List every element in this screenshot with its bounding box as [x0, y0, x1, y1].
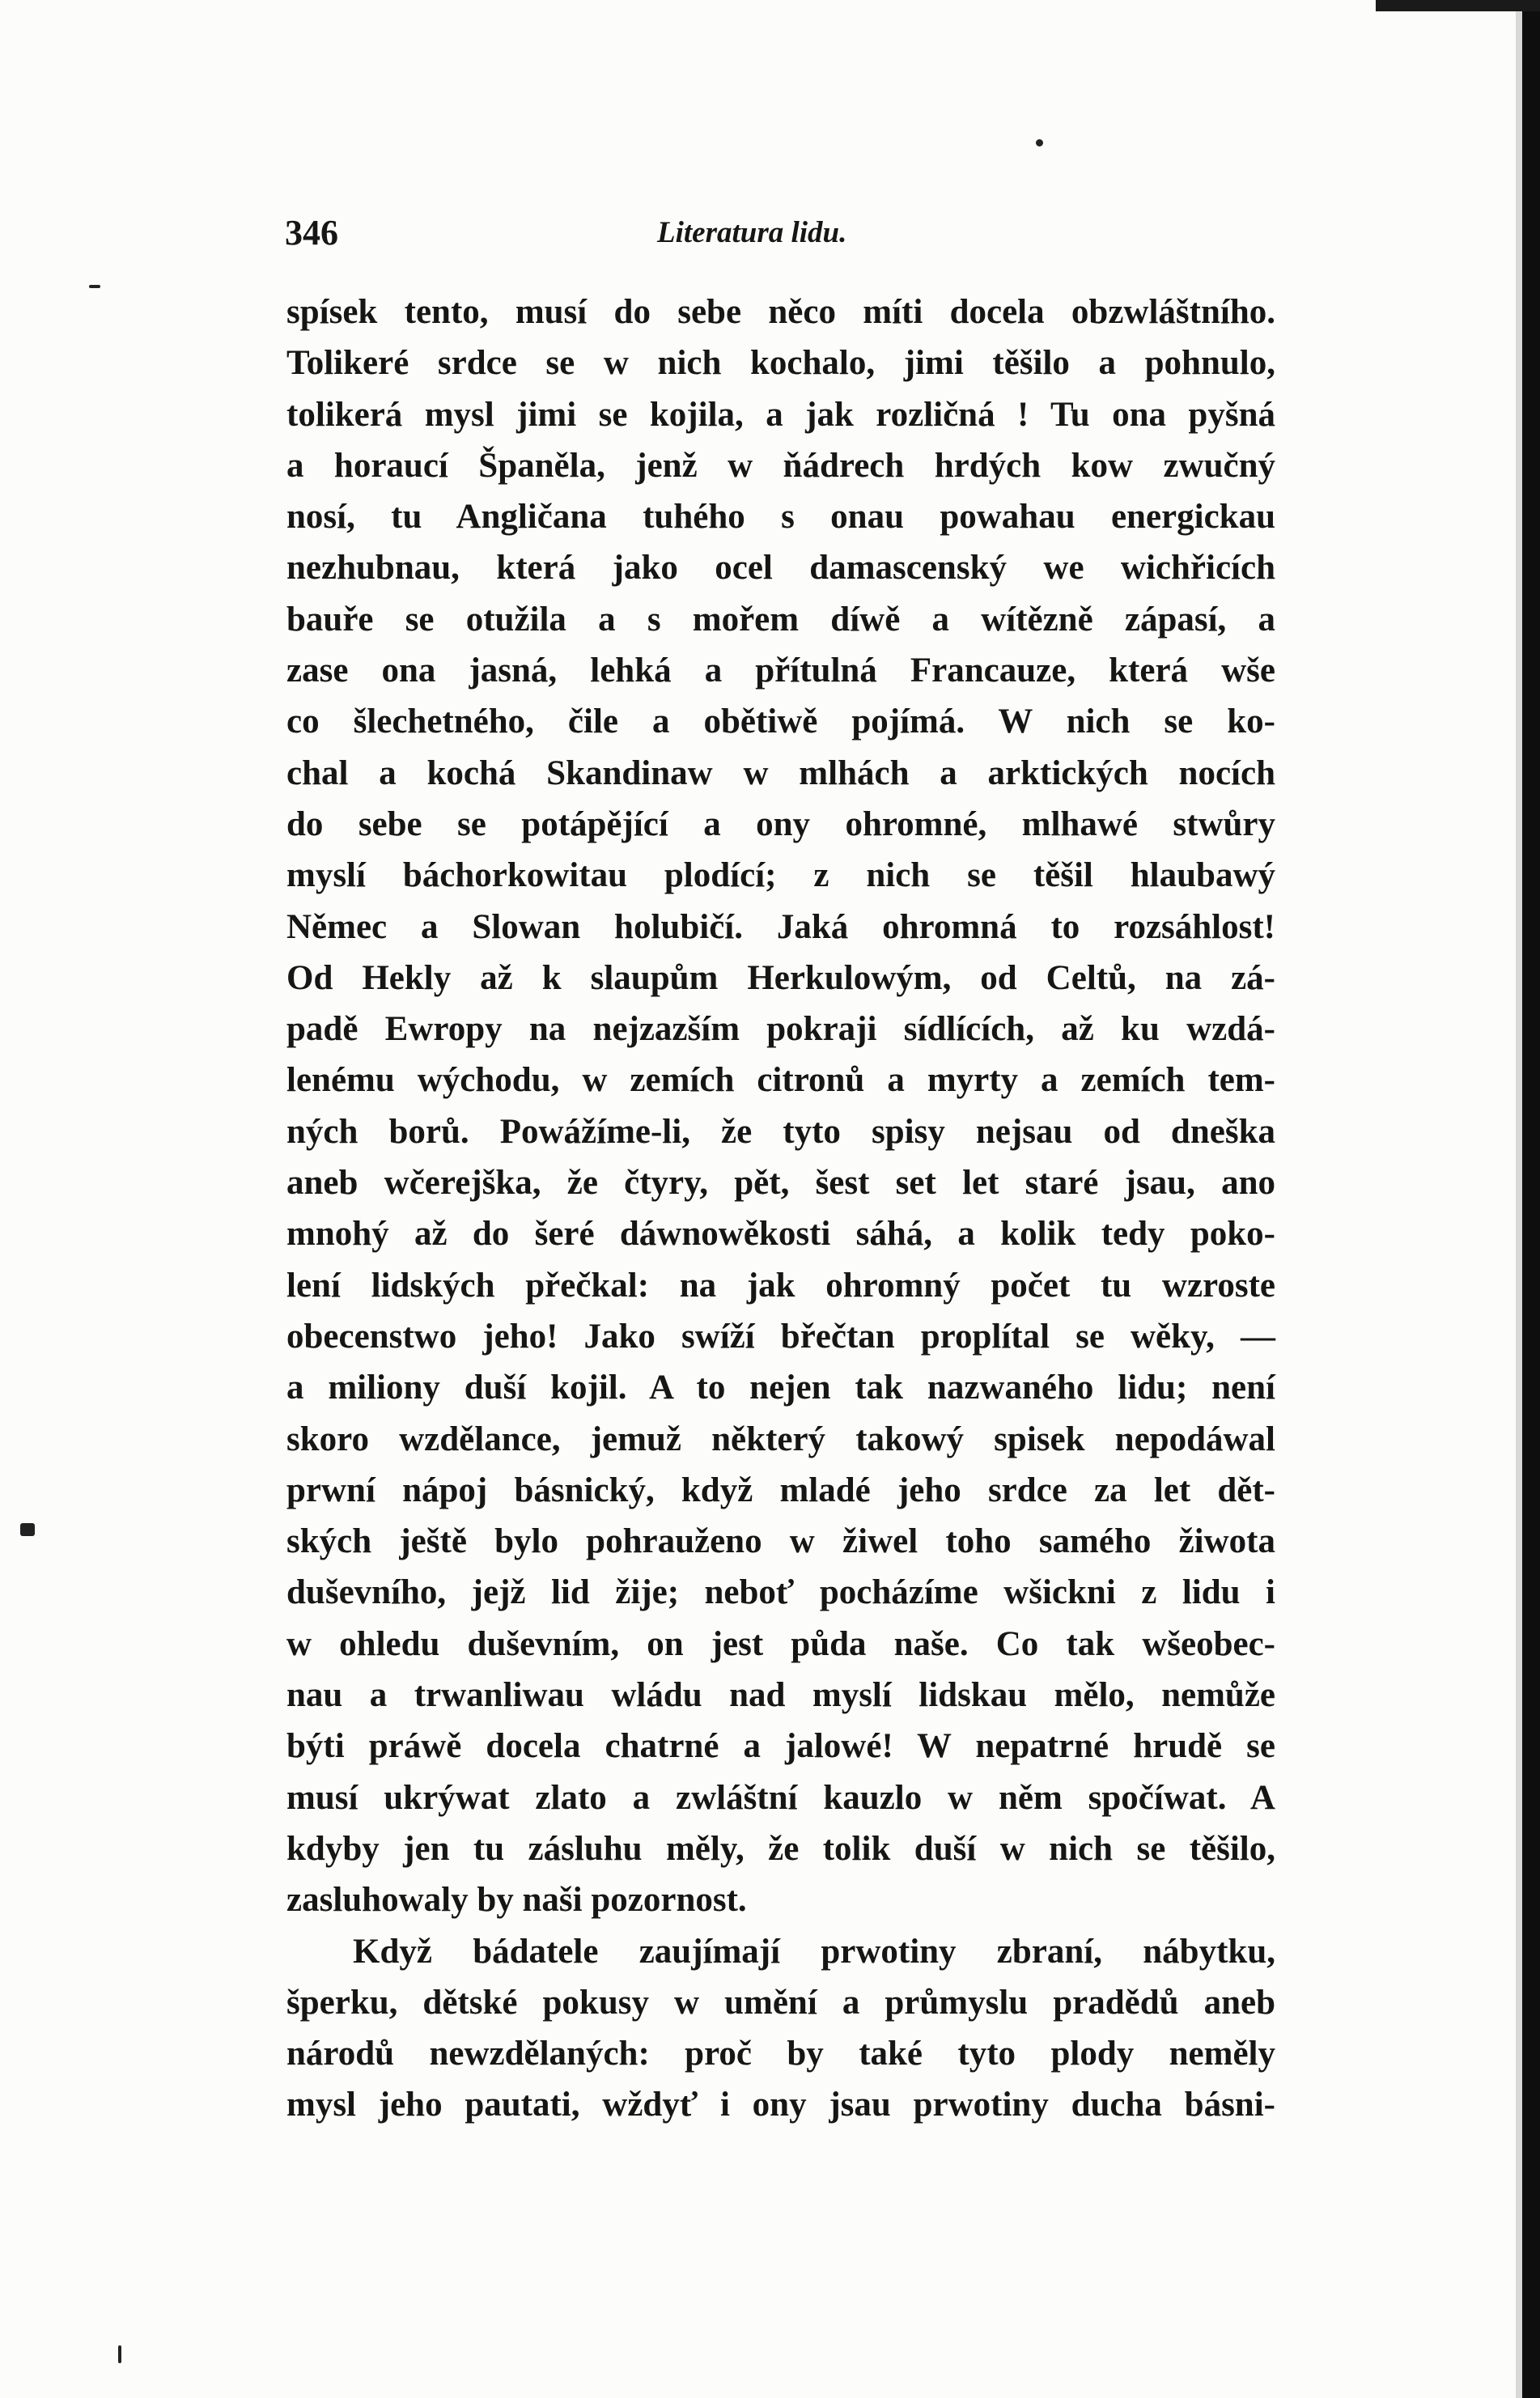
text-line: Když bádatele zaujímají prwotiny zbraní, nábytku,: [353, 1932, 1275, 1971]
text-line: co šlechetného, čile a obětiwě pojímá. W nich se ko-: [286, 702, 1275, 741]
text-line: kdyby jen tu zásluhu měly, že tolik duší w nich se těšilo,: [286, 1829, 1275, 1868]
scan-border-right: [1522, 0, 1540, 2398]
text-line: myslí báchorkowitau plodící; z nich se těšil hlaubawý: [286, 856, 1275, 895]
text-line: nau a trwanliwau wládu nad myslí lidskau mělo, nemůže: [286, 1676, 1275, 1715]
text-line: býti práwě docela chatrné a jalowé! W nepatrné hrudě se: [286, 1727, 1275, 1766]
scan-border-top: [1376, 0, 1540, 11]
text-line: mysl jeho pautati, wždyť i ony jsau prwotiny ducha básni-: [286, 2086, 1275, 2124]
scan-speck: [20, 1523, 35, 1536]
scan-speck: [89, 285, 100, 288]
text-line: Tolikeré srdce se w nich kochalo, jimi těšilo a pohnulo,: [286, 344, 1275, 383]
text-line: w ohledu duševním, on jest půda naše. Co tak wšeobec-: [286, 1624, 1275, 1663]
text-line: aneb wčerejška, že čtyry, pět, šest set let staré jsau, ano: [286, 1164, 1275, 1203]
text-line: chal a kochá Skandinaw w mlhách a arktických nocích: [286, 753, 1275, 792]
text-line: ských ještě bylo pohrauženo w žiwel toho samého žiwota: [286, 1522, 1275, 1561]
text-line: bauře se otužila a s mořem díwě a wítězně zápasí, a: [286, 600, 1275, 639]
page-edge-gap: [1516, 0, 1522, 2398]
scan-speck: [118, 2345, 121, 2363]
text-line: a horaucí Španěla, jenž w ňádrech hrdých kow zwučný: [286, 446, 1275, 485]
text-line: tolikerá mysl jimi se kojila, a jak rozličná ! Tu ona pyšná: [286, 395, 1275, 434]
text-line: do sebe se potápějící a ony ohromné, mlhawé stwůry: [286, 804, 1275, 843]
text-line: musí ukrýwat zlato a zwláštní kauzlo w něm spočíwat. A: [286, 1778, 1275, 1817]
scan-speck: [1036, 139, 1043, 146]
text-line: Němec a Slowan holubičí. Jaká ohromná to rozsáhlost!: [286, 907, 1275, 946]
text-line: skoro wzdělance, jemuž některý takowý spisek nepodáwal: [286, 1420, 1275, 1458]
text-line: obecenstwo jeho! Jako swíží břečtan proplítal se wěky, —: [286, 1317, 1275, 1356]
text-line: zasluhowaly by naši pozornost.: [286, 1881, 747, 1920]
text-line: nosí, tu Angličana tuhého s onau powahau energickau: [286, 498, 1275, 537]
text-line: a miliony duší kojil. A to nejen tak nazwaného lidu; není: [286, 1369, 1275, 1407]
page-number: 346: [285, 213, 338, 253]
page-header: [285, 209, 1280, 257]
text-line: zase ona jasná, lehká a přítulná Francauze, která wše: [286, 651, 1275, 690]
text-line: národů newzdělaných: proč by také tyto plody neměly: [286, 2035, 1275, 2073]
body-text: [286, 286, 1275, 2131]
text-line: ných borů. Powážíme-li, že tyto spisy nejsau od dneška: [286, 1112, 1275, 1151]
text-line: lení lidských přečkal: na jak ohromný počet tu wzroste: [286, 1266, 1275, 1305]
text-line: prwní nápoj básnický, když mladé jeho srdce za let dět-: [286, 1471, 1275, 1509]
text-line: šperku, dětské pokusy w umění a průmyslu pradědů aneb: [286, 1983, 1275, 2022]
text-line: lenému wýchodu, w zemích citronů a myrty a zemích tem-: [286, 1061, 1275, 1100]
running-head: Literatura lidu.: [657, 216, 847, 249]
text-line: Od Hekly až k slaupům Herkulowým, od Celtů, na zá-: [286, 958, 1275, 997]
text-line: padě Ewropy na nejzazším pokraji sídlících, až ku wzdá-: [286, 1010, 1275, 1049]
text-line: spísek tento, musí do sebe něco míti docela obzwláštního.: [286, 293, 1275, 331]
text-line: mnohý až do šeré dáwnowěkosti sáhá, a kolik tedy poko-: [286, 1215, 1275, 1254]
text-line: duševního, jejž lid žije; neboť pocházíme wšickni z lidu i: [286, 1573, 1275, 1612]
text-line: nezhubnau, která jako ocel damascenský we wichřicích: [286, 549, 1275, 588]
